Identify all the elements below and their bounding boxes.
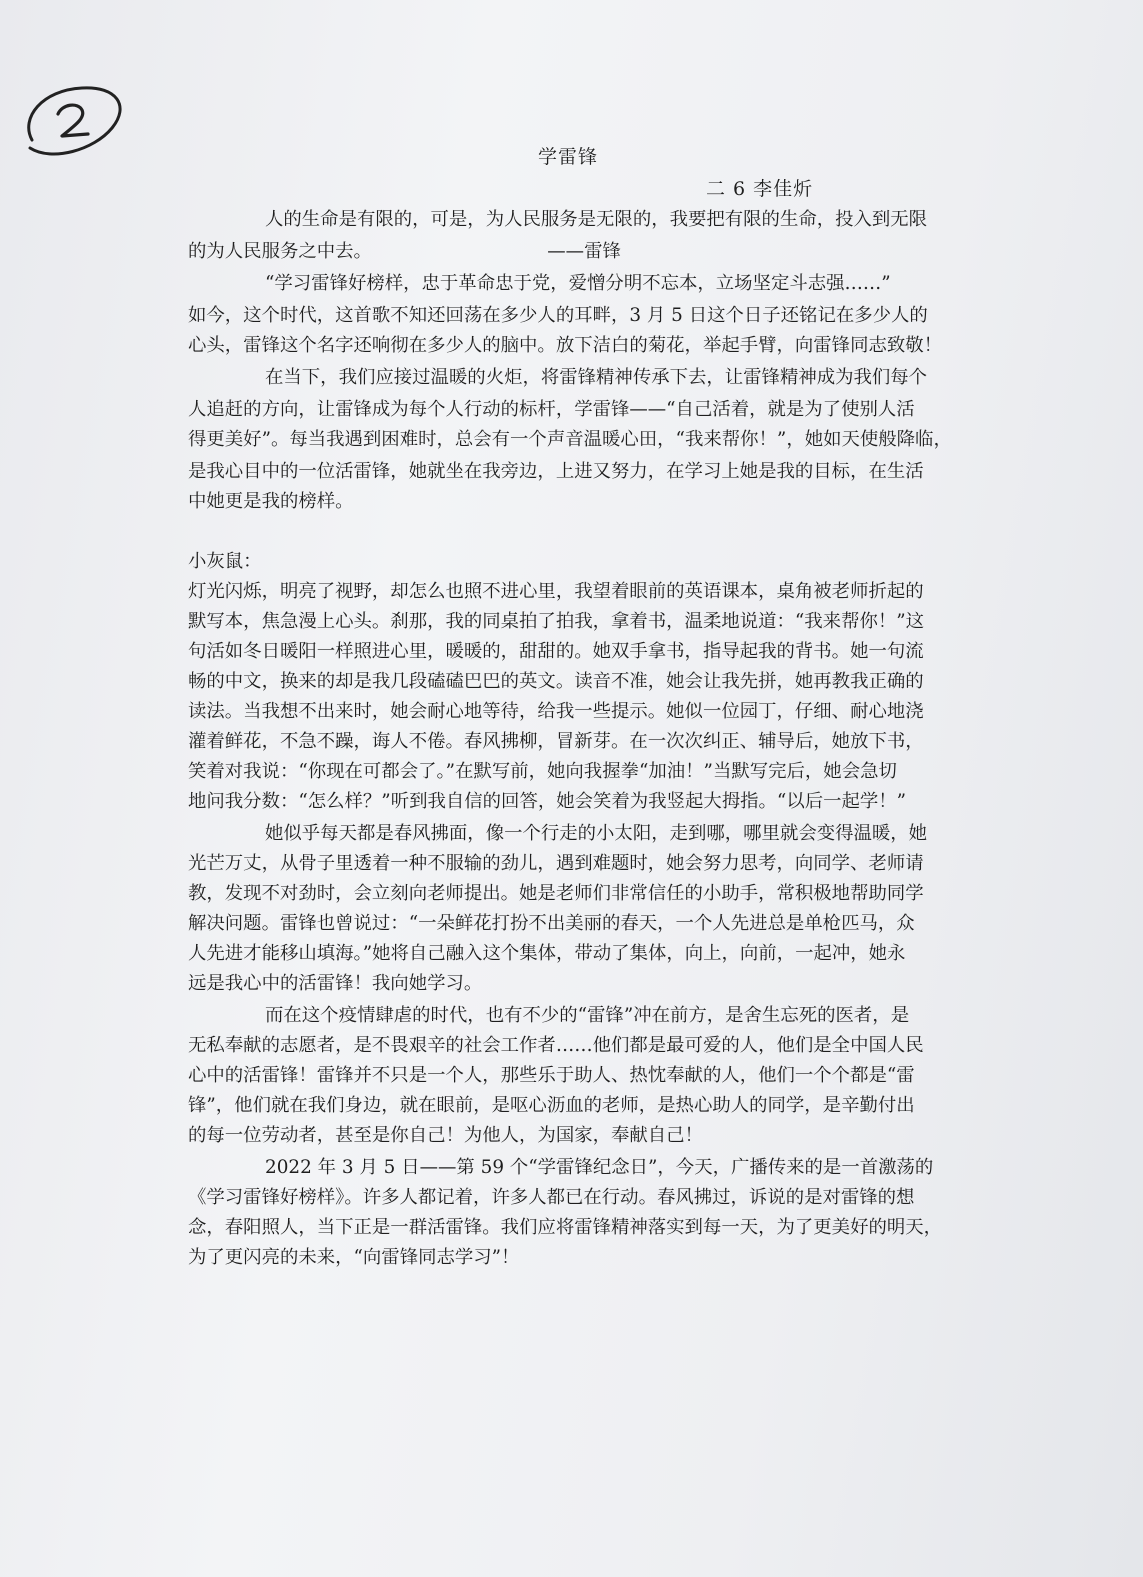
text-line: 灌着鲜花，不急不躁，诲人不倦。春风拂柳，冒新芽。在一次次纠正、辅导后，她放下书，	[188, 731, 924, 752]
text-line: 无私奉献的志愿者，是不畏艰辛的社会工作者……他们都是最可爱的人，他们是全中国人民	[188, 1035, 924, 1056]
text-line: 人的生命是有限的，可是，为人民服务是无限的，我要把有限的生命，投入到无限	[265, 209, 928, 230]
text-line: 在当下，我们应接过温暖的火炬，将雷锋精神传承下去，让雷锋精神成为我们每个	[265, 367, 928, 388]
text-line: 解决问题。雷锋也曾说过：“一朵鲜花打扮不出美丽的春天，一个人先进总是单枪匹马，众	[188, 913, 915, 934]
text-line: 人追赶的方向，让雷锋成为每个人行动的标杆，学雷锋——“自己活着，就是为了使别人活	[188, 399, 915, 420]
text-line: 读法。当我想不出来时，她会耐心地等待，给我一些提示。她似一位园丁，仔细、耐心地浇	[188, 701, 924, 722]
section-heading: 小灰鼠：	[188, 551, 262, 572]
document-title: 学雷锋	[538, 146, 599, 168]
text-line: 如今，这个时代，这首歌不知还回荡在多少人的耳畔，3 月 5 日这个日子还铭记在多少人的	[188, 305, 928, 326]
text-line: 笑着对我说：“你现在可都会了。”在默写前，她向我握拳“加油！”当默写完后，她会急切	[188, 761, 897, 782]
text-line: 她似乎每天都是春风拂面，像一个行走的小太阳，走到哪，哪里就会变得温暖，她	[265, 823, 928, 844]
text-line: 心头，雷锋这个名字还响彻在多少人的脑中。放下洁白的菊花，举起手臂，向雷锋同志致敬！	[188, 335, 943, 356]
text-line: 2022 年 3 月 5 日——第 59 个“学雷锋纪念日”，今天，广播传来的是一首激荡的	[265, 1157, 934, 1178]
text-line: 而在这个疫情肆虐的时代，也有不少的“雷锋”冲在前方，是舍生忘死的医者，是	[265, 1005, 910, 1026]
text-line: 中她更是我的榜样。	[188, 491, 354, 512]
text-line: 地问我分数：“怎么样？”听到我自信的回答，她会笑着为我竖起大拇指。“以后一起学！”	[188, 791, 907, 812]
text-line: 畅的中文，换来的却是我几段磕磕巴巴的英文。读音不准，她会让我先拼，她再教我正确的	[188, 671, 924, 692]
text-line: 心中的活雷锋！雷锋并不只是一个人，那些乐于助人、热忱奉献的人，他们一个个都是“雷	[188, 1065, 915, 1086]
text-line: 的为人民服务之中去。 ——雷锋	[188, 241, 621, 262]
text-line: 教，发现不对劲时，会立刻向老师提出。她是老师们非常信任的小助手，常积极地帮助同学	[188, 883, 924, 904]
text-line: 《学习雷锋好榜样》。许多人都记着，许多人都已在行动。春风拂过，诉说的是对雷锋的想	[188, 1187, 915, 1208]
text-line: 灯光闪烁，明亮了视野，却怎么也照不进心里，我望着眼前的英语课本，桌角被老师折起的	[188, 581, 924, 602]
text-line: 的每一位劳动者，甚至是你自己！为他人，为国家，奉献自己！	[188, 1125, 703, 1146]
text-line: 锋”，他们就在我们身边，就在眼前，是呕心沥血的老师，是热心助人的同学，是辛勤付出	[188, 1095, 915, 1116]
author-line: 二 6 李佳炘	[706, 178, 814, 200]
text-line: 人先进才能移山填海。”她将自己融入这个集体，带动了集体，向上，向前，一起冲，她永	[188, 943, 906, 964]
text-line: 是我心目中的一位活雷锋，她就坐在我旁边，上进又努力，在学习上她是我的目标，在生活	[188, 461, 924, 482]
text-line: 念，春阳照人，当下正是一群活雷锋。我们应将雷锋精神落实到每一天，为了更美好的明天，	[188, 1217, 943, 1238]
text-line: “学习雷锋好榜样，忠于革命忠于党，爱憎分明不忘本，立场坚定斗志强……”	[265, 273, 891, 294]
text-line: 句活如冬日暖阳一样照进心里，暖暖的，甜甜的。她双手拿书，指导起我的背书。她一句流	[188, 641, 924, 662]
text-line: 得更美好”。每当我遇到困难时，总会有一个声音温暖心田，“我来帮你！”，她如天使般降临，	[188, 429, 952, 450]
text-line: 默写本，焦急漫上心头。刹那，我的同桌拍了拍我，拿着书，温柔地说道：“我来帮你！”这	[188, 611, 925, 632]
text-line: 光芒万丈，从骨子里透着一种不服输的劲儿，遇到难题时，她会努力思考，向同学、老师请	[188, 853, 924, 874]
text-line: 为了更闪亮的未来，“向雷锋同志学习”！	[188, 1247, 520, 1268]
text-line: 远是我心中的活雷锋！我向她学习。	[188, 973, 483, 994]
